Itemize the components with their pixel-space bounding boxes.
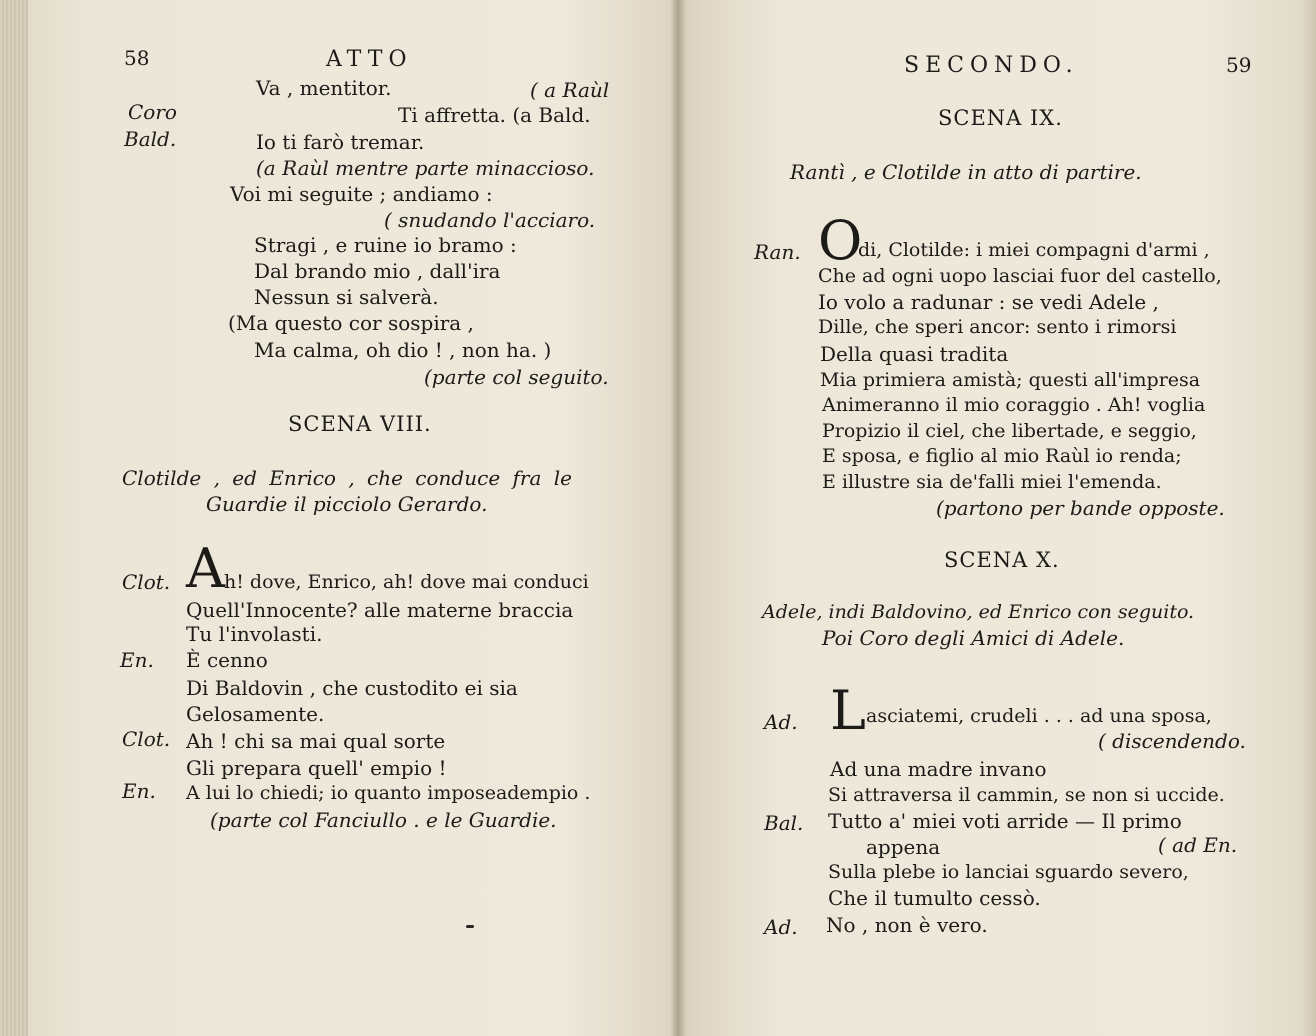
verse-line: Di Baldovin , che custodito ei sia <box>186 676 518 700</box>
verse-line: asciatemi, crudeli . . . ad una sposa, <box>866 705 1212 727</box>
verse-line: Ah ! chi sa mai qual sorte <box>186 729 446 753</box>
speaker-label: Ad. <box>764 915 798 939</box>
verse-line: Animeranno il mio coraggio . Ah! voglia <box>822 394 1206 416</box>
verse-line: Va , mentitor. <box>256 76 392 100</box>
verse-line: Mia primiera amistà; questi all'impresa <box>820 369 1201 391</box>
scene-heading: SCENA VIII. <box>288 412 432 436</box>
running-head: ATTO <box>326 47 413 72</box>
drop-cap: O <box>818 209 863 272</box>
page-number: 58 <box>124 46 150 70</box>
scene-cast: Guardie il picciolo Gerardo. <box>206 492 488 516</box>
stage-direction: ( discendendo. <box>1098 729 1246 753</box>
stage-direction: ( a Raùl <box>530 78 610 102</box>
drop-cap: A <box>186 537 225 600</box>
verse-line: Tutto a' miei voti arride — Il primo <box>828 809 1182 833</box>
verse-line: appena <box>866 835 941 859</box>
stage-direction: ( snudando l'acciaro. <box>384 208 596 232</box>
verse-line: E illustre sia de'falli miei l'emenda. <box>822 471 1162 493</box>
scene-cast: Rantì , e Clotilde in atto di partire. <box>790 160 1142 184</box>
verse-line: Che il tumulto cessò. <box>828 886 1041 910</box>
verse-line: Io volo a radunar : se vedi Adele , <box>818 290 1159 314</box>
scene-cast: Poi Coro degli Amici di Adele. <box>822 626 1125 650</box>
verse-line: Della quasi tradita <box>820 342 1009 366</box>
speaker-label: Bal. <box>764 811 804 835</box>
verse-line: Nessun si salverà. <box>254 285 439 309</box>
printer-mark <box>466 925 474 928</box>
verse-line: È cenno <box>186 648 268 672</box>
running-head: SECONDO. <box>904 53 1079 78</box>
verse-line: Tu l'involasti. <box>186 622 323 646</box>
verse-line: Che ad ogni uopo lasciai fuor del castello, <box>818 265 1222 287</box>
verse-line: Gli prepara quell' empio ! <box>186 756 447 780</box>
verse-line: Quell'Innocente? alle materne braccia <box>186 598 574 622</box>
speaker-label: Coro <box>128 100 177 124</box>
verse-line: Stragi , e ruine io bramo : <box>254 233 517 257</box>
scene-cast: Clotilde , ed Enrico , che conduce fra le <box>122 466 572 490</box>
drop-cap: L <box>830 679 866 742</box>
speaker-label: Clot. <box>122 570 171 594</box>
scene-heading: SCENA IX. <box>938 106 1063 130</box>
page-edges <box>0 0 28 1036</box>
verse-line: No , non è vero. <box>826 913 988 937</box>
verse-line: A lui lo chiedi; io quanto imposeadempio . <box>186 782 591 804</box>
stage-direction: ( ad En. <box>1158 833 1238 857</box>
speaker-label: En. <box>120 648 154 672</box>
stage-direction: (parte col Fanciullo . e le Guardie. <box>210 808 557 832</box>
stage-direction: (parte col seguito. <box>424 365 609 389</box>
verse-line: Gelosamente. <box>186 702 325 726</box>
verse-line: Dille, che speri ancor: sento i rimorsi <box>818 316 1177 338</box>
page-number: 59 <box>1226 53 1252 77</box>
verse-line: Si attraversa il cammin, se non si uccide. <box>828 784 1225 806</box>
speaker-label: En. <box>122 779 156 803</box>
verse-line: Ti affretta. (a Bald. <box>398 103 591 127</box>
verse-line: Io ti farò tremar. <box>256 130 425 154</box>
speaker-label: Clot. <box>122 727 171 751</box>
stage-direction: (partono per bande opposte. <box>936 496 1225 520</box>
verse-line: Dal brando mio , dall'ira <box>254 259 501 283</box>
verse-line: (Ma questo cor sospira , <box>228 311 474 335</box>
verse-line: di, Clotilde: i miei compagni d'armi , <box>858 239 1210 261</box>
stage-direction: (a Raùl mentre parte minaccioso. <box>256 156 595 180</box>
speaker-label: Ad. <box>764 710 798 734</box>
scene-heading: SCENA X. <box>944 548 1060 572</box>
verse-line: Ma calma, oh dio ! , non ha. ) <box>254 338 552 362</box>
scene-cast: Adele, indi Baldovino, ed Enrico con seguito. <box>762 601 1195 623</box>
verse-line: Sulla plebe io lanciai sguardo severo, <box>828 861 1189 883</box>
verse-line: E sposa, e figlio al mio Raùl io renda; <box>822 445 1182 467</box>
verse-line: h! dove, Enrico, ah! dove mai conduci <box>224 571 589 593</box>
verse-line: Propizio il ciel, che libertade, e seggio, <box>822 420 1197 442</box>
speaker-label: Ran. <box>754 240 801 264</box>
verse-line: Voi mi seguite ; andiamo : <box>230 182 493 206</box>
book-gutter <box>670 0 686 1036</box>
verse-line: Ad una madre invano <box>830 757 1047 781</box>
speaker-label: Bald. <box>124 127 177 151</box>
